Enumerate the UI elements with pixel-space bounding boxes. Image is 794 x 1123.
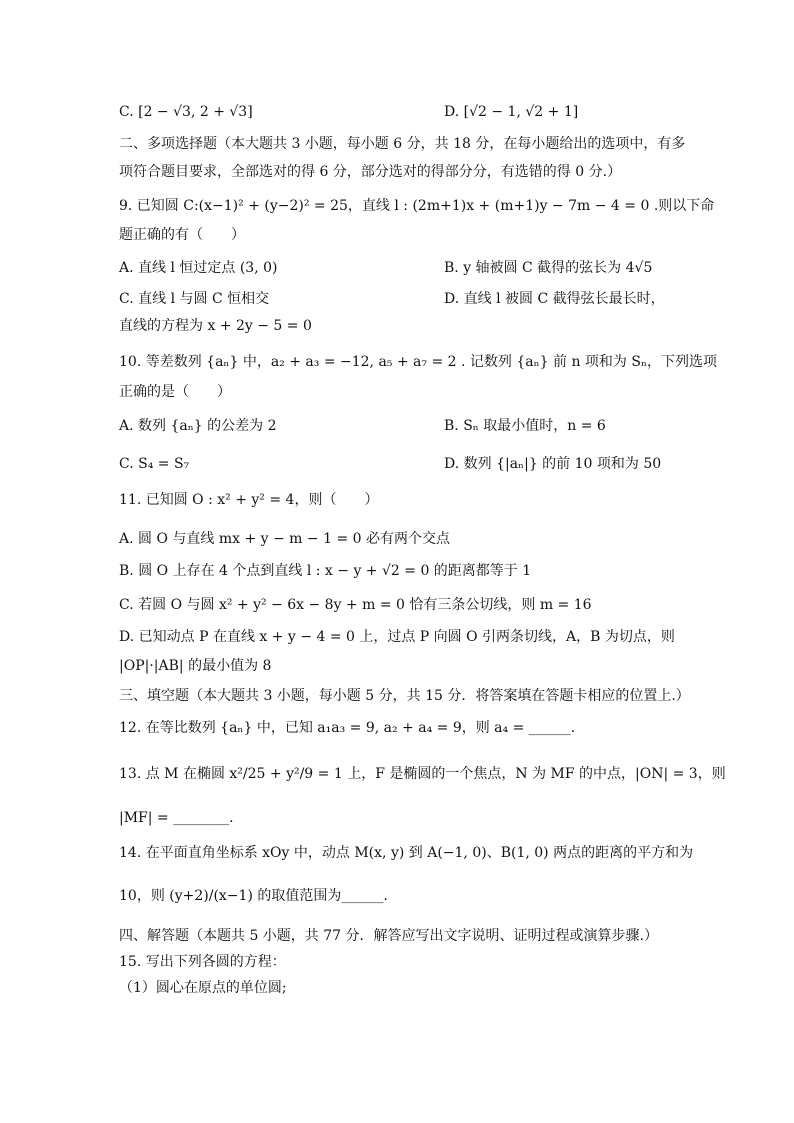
q9-option-a: A. 直线 l 恒过定点 (3, 0) <box>119 260 278 276</box>
q9-option-b: B. y 轴被圆 C 截得的弦长为 4√5 <box>444 260 653 276</box>
q11-option-d-line2: |OP|·|AB| 的最小值为 8 <box>119 658 272 674</box>
q14-stem-line2: 10，则 (y+2)/(x−1) 的取值范围为______. <box>119 888 388 904</box>
q10-option-a: A. 数列 {aₙ} 的公差为 2 <box>119 418 277 434</box>
q11-stem: 11. 已知圆 O : x² + y² = 4，则（ ） <box>119 492 379 508</box>
q14-stem-line1: 14. 在平面直角坐标系 xOy 中，动点 M(x, y) 到 A(−1, 0)、B(1, 0) 两点的距离的平方和为 <box>119 845 694 861</box>
q10-option-c: C. S₄ = S₇ <box>119 456 190 472</box>
section4-heading: 四、解答题（本题共 5 小题，共 77 分．解答应写出文字说明、证明过程或演算步骤.） <box>119 928 658 944</box>
option-d-prev: D. [√2 − 1, √2 + 1] <box>444 104 579 120</box>
q9-option-c: C. 直线 l 与圆 C 恒相交 <box>119 291 270 307</box>
q10-option-b: B. Sₙ 取最小值时，n = 6 <box>444 418 606 434</box>
q10-stem-line1: 10. 等差数列 {aₙ} 中，a₂ + a₃ = −12, a₅ + a₇ = 2 . 记数列 {aₙ} 前 n 项和为 Sₙ，下列选项 <box>119 354 718 370</box>
q11-option-b: B. 圆 O 上存在 4 个点到直线 l : x − y + √2 = 0 的距离都等于 1 <box>119 563 532 579</box>
option-c-prev: C. [2 − √3, 2 + √3] <box>119 104 253 120</box>
q15-stem: 15. 写出下列各圆的方程： <box>119 954 286 970</box>
q11-option-c: C. 若圆 O 与圆 x² + y² − 6x − 8y + m = 0 恰有三条公切线，则 m = 16 <box>119 597 592 613</box>
section2-heading-line2: 项符合题目要求，全部选对的得 6 分，部分选对的得部分分，有选错的得 0 分.） <box>119 164 622 180</box>
q9-stem-line2: 题正确的有（ ） <box>119 227 245 243</box>
q11-option-d: D. 已知动点 P 在直线 x + y − 4 = 0 上，过点 P 向圆 O 引两条切线，A，B 为切点，则 <box>119 629 675 645</box>
q10-option-d: D. 数列 {|aₙ|} 的前 10 项和为 50 <box>444 456 662 472</box>
q13-stem-line1: 13. 点 M 在椭圆 x²/25 + y²/9 = 1 上，F 是椭圆的一个焦点，N 为 MF 的中点，|ON| = 3，则 <box>119 766 726 782</box>
section2-heading-line1: 二、多项选择题（本大题共 3 小题，每小题 6 分，共 18 分，在每小题给出的选项中，有多 <box>119 136 686 152</box>
q15-part1: （1）圆心在原点的单位圆; <box>119 980 287 996</box>
q9-option-d: D. 直线 l 被圆 C 截得弦长最长时， <box>444 291 665 307</box>
q12-stem: 12. 在等比数列 {aₙ} 中，已知 a₁a₃ = 9, a₂ + a₄ = 9，则 a₄ = ______. <box>119 720 576 736</box>
q13-stem-line2: |MF| = ________. <box>119 810 234 826</box>
q9-option-d-line2: 直线的方程为 x + 2y − 5 = 0 <box>119 318 312 334</box>
section3-heading: 三、填空题（本大题共 3 小题，每小题 5 分，共 15 分．将答案填在答题卡相应的位置上.） <box>119 688 690 704</box>
q11-option-a: A. 圆 O 与直线 mx + y − m − 1 = 0 必有两个交点 <box>119 531 450 547</box>
q9-stem-line1: 9. 已知圆 C:(x−1)² + (y−2)² = 25，直线 l : (2m+1)x + (m+1)y − 7m − 4 = 0 .则以下命 <box>119 198 715 214</box>
q10-stem-line2: 正确的是（ ） <box>119 384 231 400</box>
